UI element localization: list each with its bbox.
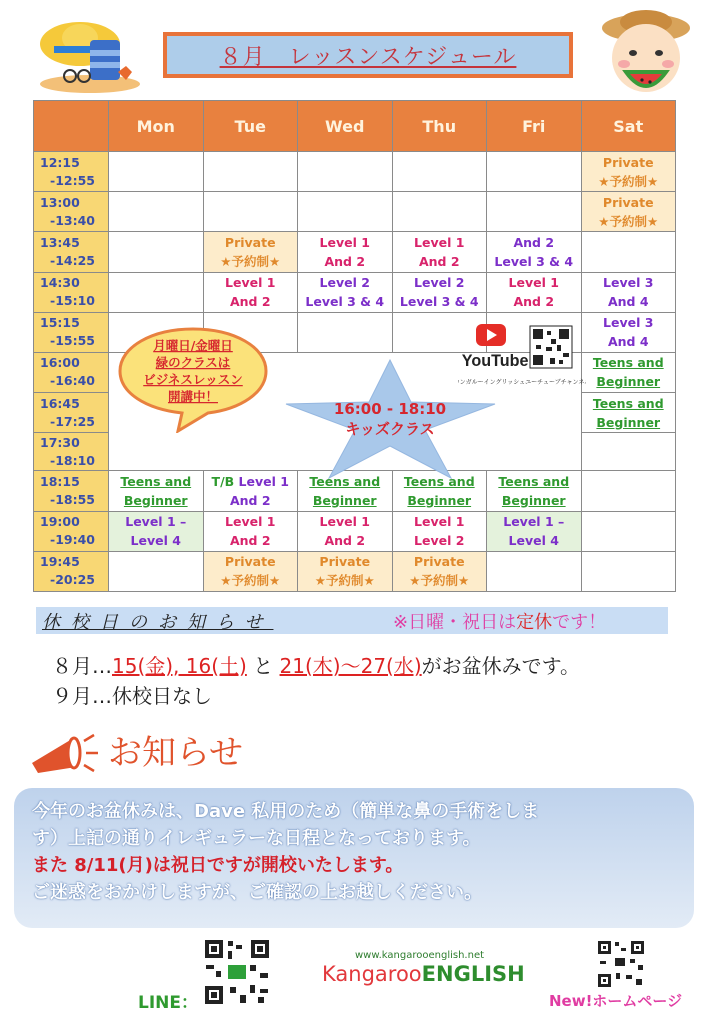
time-slot <box>34 433 109 471</box>
class-cell <box>581 352 676 392</box>
class-line: And 2 <box>229 492 271 508</box>
class-cell <box>581 272 676 312</box>
time-end: -19:40 <box>50 532 95 548</box>
class-cell <box>203 551 298 591</box>
class-cell <box>487 471 582 511</box>
class-cell <box>581 152 676 192</box>
class-cell <box>298 272 393 312</box>
class-line: Level 1 – <box>125 514 187 530</box>
class-line: Level 4 <box>130 533 181 549</box>
line-qr-icon[interactable] <box>202 937 272 1007</box>
notice-line-4: ご迷惑をおかけしますが、ご確認の上お越しください。 <box>32 882 482 903</box>
table-row <box>34 192 676 232</box>
class-line: And 2 <box>513 234 555 250</box>
class-line: Beginner <box>501 492 566 508</box>
aug-date-1: 15(金), 16(土) <box>112 654 247 678</box>
time-start: 16:00 <box>40 355 80 371</box>
time-start: 13:00 <box>40 194 80 210</box>
notice-line-1: 今年のお盆休みは、Dave 私用のため（簡単な鼻の手術をしま <box>32 801 540 822</box>
class-line: Teens and <box>592 395 664 411</box>
empty-cell <box>392 152 487 192</box>
empty-cell <box>581 433 676 471</box>
callout-line-4: 開講中！ <box>167 389 219 404</box>
class-line: Level 3 <box>603 275 654 291</box>
brand-name-a: Kangaroo <box>322 962 422 986</box>
time-end: -16:40 <box>50 373 95 389</box>
class-cell <box>203 232 298 272</box>
class-line: And 2 <box>229 294 271 310</box>
empty-cell <box>392 192 487 232</box>
youtube-logo-icon <box>458 318 586 400</box>
callout-line-1: 月曜日/金曜日 <box>153 338 233 353</box>
time-end: -12:55 <box>50 172 95 188</box>
class-line: Beginner <box>407 492 472 508</box>
class-cell <box>581 393 676 433</box>
time-start: 16:45 <box>40 395 80 411</box>
class-line: And 2 <box>324 253 366 269</box>
class-line: Beginner <box>596 374 661 390</box>
time-start: 15:15 <box>40 315 80 331</box>
time-slot <box>34 152 109 192</box>
class-line: And 2 <box>418 253 460 269</box>
day-header-fri: Fri <box>487 101 582 152</box>
time-start: 19:00 <box>40 514 80 530</box>
empty-cell <box>109 152 204 192</box>
class-cell <box>487 511 582 551</box>
empty-cell <box>487 152 582 192</box>
table-row <box>34 272 676 312</box>
class-line: Teens and <box>309 473 381 489</box>
time-start: 19:45 <box>40 554 80 570</box>
tb-level: Level 1 <box>238 473 289 489</box>
holiday-note-prefix: ※日曜・祝日は <box>393 612 517 633</box>
class-line: Level 1 <box>508 275 559 291</box>
class-line: Teens and <box>403 473 475 489</box>
class-line: Private <box>602 154 654 170</box>
callout-line-3: ビジネスレッスン <box>143 372 243 387</box>
notice-line-2: す）上記の通りイレギュラーな日程となっております。 <box>32 828 481 849</box>
class-line: Private <box>413 554 465 570</box>
schedule-title-box <box>163 32 573 78</box>
class-line: And 2 <box>324 533 366 549</box>
youtube-qr-icon <box>530 326 572 368</box>
table-row <box>34 551 676 591</box>
class-line: Level 1 <box>225 514 276 530</box>
holiday-note <box>393 608 606 634</box>
class-line: Level 3 <box>603 315 654 331</box>
brand-name-b: ENGLISH <box>421 962 525 986</box>
table-row <box>34 152 676 192</box>
aug-mid: と <box>246 654 280 678</box>
class-line: Level 1 <box>414 234 465 250</box>
september-holiday-line: ９月…休校日なし <box>52 684 212 708</box>
time-slot <box>34 551 109 591</box>
class-line: Level 4 <box>508 533 559 549</box>
empty-cell <box>109 192 204 232</box>
aug-date-2: 21(木)～27(水) <box>279 654 422 678</box>
empty-cell <box>298 152 393 192</box>
time-start: 17:30 <box>40 434 80 450</box>
class-line: Level 2 <box>414 533 465 549</box>
youtube-logo-text: YouTube <box>461 350 529 371</box>
table-row <box>34 511 676 551</box>
table-header-row <box>34 101 676 152</box>
class-cell <box>392 511 487 551</box>
homepage-label: New!ホームページ <box>549 992 683 1010</box>
class-cell <box>109 471 204 511</box>
class-cell <box>581 312 676 352</box>
class-line: Private <box>602 194 654 210</box>
empty-cell <box>487 551 582 591</box>
class-line: Beginner <box>312 492 377 508</box>
homepage-qr-icon[interactable] <box>596 939 646 989</box>
day-header-sat: Sat <box>581 101 676 152</box>
holiday-note-red: 定休 <box>516 612 553 633</box>
class-line: Private <box>319 554 371 570</box>
holiday-note-suffix: です！ <box>552 612 607 633</box>
class-line: Teens and <box>592 355 664 371</box>
class-line: And 2 <box>229 533 271 549</box>
class-line: Level 1 <box>414 514 465 530</box>
day-header-thu: Thu <box>392 101 487 152</box>
notice-line-3: また 8/11(月)は祝日ですが開校いたします。 <box>32 855 404 876</box>
class-line: ★予約制★ <box>409 573 470 589</box>
time-end: -20:25 <box>50 572 95 588</box>
line-label: LINE： <box>138 993 198 1013</box>
class-cell <box>487 232 582 272</box>
time-slot <box>34 312 109 352</box>
empty-cell <box>298 312 393 352</box>
beach-bag-illustration <box>30 10 140 96</box>
class-line: ★予約制★ <box>598 213 659 229</box>
class-cell <box>298 511 393 551</box>
empty-cell <box>298 192 393 232</box>
class-line: Level 1 – <box>503 514 565 530</box>
megaphone-icon <box>28 727 108 777</box>
empty-cell <box>581 551 676 591</box>
class-line: Level 2 <box>414 275 465 291</box>
time-start: 12:15 <box>40 154 80 170</box>
class-line: Beginner <box>123 492 188 508</box>
empty-cell <box>109 272 204 312</box>
class-cell <box>392 551 487 591</box>
notice-box <box>14 788 694 928</box>
empty-cell <box>109 232 204 272</box>
callout-line-2: 緑のクラスは <box>155 355 231 370</box>
class-cell <box>392 272 487 312</box>
day-header-mon: Mon <box>109 101 204 152</box>
time-end: -13:40 <box>50 212 95 228</box>
class-cell <box>203 272 298 312</box>
class-line: Level 1 <box>225 275 276 291</box>
class-cell <box>392 232 487 272</box>
time-slot <box>34 471 109 511</box>
class-line: Level 3 & 4 <box>494 253 574 269</box>
watermelon-kid-illustration <box>598 8 696 102</box>
class-line: Beginner <box>596 414 661 430</box>
time-start: 18:15 <box>40 473 80 489</box>
youtube-caption: カンガルーイングリッシュユーチューブチャンネル <box>458 379 586 386</box>
time-slot <box>34 192 109 232</box>
class-cell <box>109 511 204 551</box>
brand-logo <box>322 962 525 986</box>
empty-cell <box>581 471 676 511</box>
class-cell <box>298 232 393 272</box>
time-slot <box>34 272 109 312</box>
august-holiday-line <box>52 650 580 679</box>
class-line: Level 3 & 4 <box>305 294 385 310</box>
empty-cell <box>581 232 676 272</box>
empty-cell <box>203 192 298 232</box>
class-cell <box>487 272 582 312</box>
class-line: ★予約制★ <box>220 573 281 589</box>
time-slot <box>34 352 109 392</box>
tb-prefix: T/B <box>211 473 235 489</box>
kids-class-time: 16:00 - 18:10 <box>333 400 447 418</box>
empty-cell <box>487 192 582 232</box>
time-end: -15:55 <box>50 333 95 349</box>
time-end: -17:25 <box>50 413 95 429</box>
class-line: ★予約制★ <box>598 173 659 189</box>
time-slot <box>34 232 109 272</box>
day-header-wed: Wed <box>298 101 393 152</box>
aug-suffix: がお盆休みです。 <box>421 654 581 678</box>
class-line: Teens and <box>498 473 570 489</box>
time-slot <box>34 511 109 551</box>
class-line: And 4 <box>607 294 649 310</box>
holiday-heading: 休校日のお知らせ <box>42 612 274 633</box>
class-line: Level 1 <box>319 514 370 530</box>
website-url[interactable]: www.kangarooenglish.net <box>355 950 485 961</box>
class-cell <box>298 551 393 591</box>
class-line: Level 1 <box>319 234 370 250</box>
class-line: Private <box>224 234 276 250</box>
class-line: ★予約制★ <box>314 573 375 589</box>
class-line: Level 2 <box>319 275 370 291</box>
day-header-tue: Tue <box>203 101 298 152</box>
time-end: -18:10 <box>50 452 95 468</box>
time-start: 14:30 <box>40 275 80 291</box>
class-cell <box>203 511 298 551</box>
time-end: -18:55 <box>50 491 95 507</box>
class-line: ★予約制★ <box>220 253 281 269</box>
youtube-channel-box[interactable] <box>458 318 586 400</box>
empty-cell <box>203 152 298 192</box>
time-end: -15:10 <box>50 293 95 309</box>
class-line: Level 3 & 4 <box>399 294 479 310</box>
notice-title: お知らせ <box>108 733 243 773</box>
time-start: 13:45 <box>40 234 80 250</box>
table-corner-cell <box>34 101 109 152</box>
kids-class-label: キッズクラス <box>345 420 435 438</box>
business-lesson-callout <box>116 325 270 433</box>
time-end: -14:25 <box>50 252 95 268</box>
class-line: Teens and <box>120 473 192 489</box>
empty-cell <box>581 511 676 551</box>
time-slot <box>34 393 109 433</box>
table-row <box>34 232 676 272</box>
class-line: And 4 <box>607 334 649 350</box>
page-title: ８月 レッスンスケジュール <box>219 44 517 70</box>
class-cell <box>581 192 676 232</box>
empty-cell <box>109 551 204 591</box>
class-line: Private <box>224 554 276 570</box>
aug-prefix: ８月… <box>52 654 112 678</box>
class-line: And 2 <box>513 294 555 310</box>
